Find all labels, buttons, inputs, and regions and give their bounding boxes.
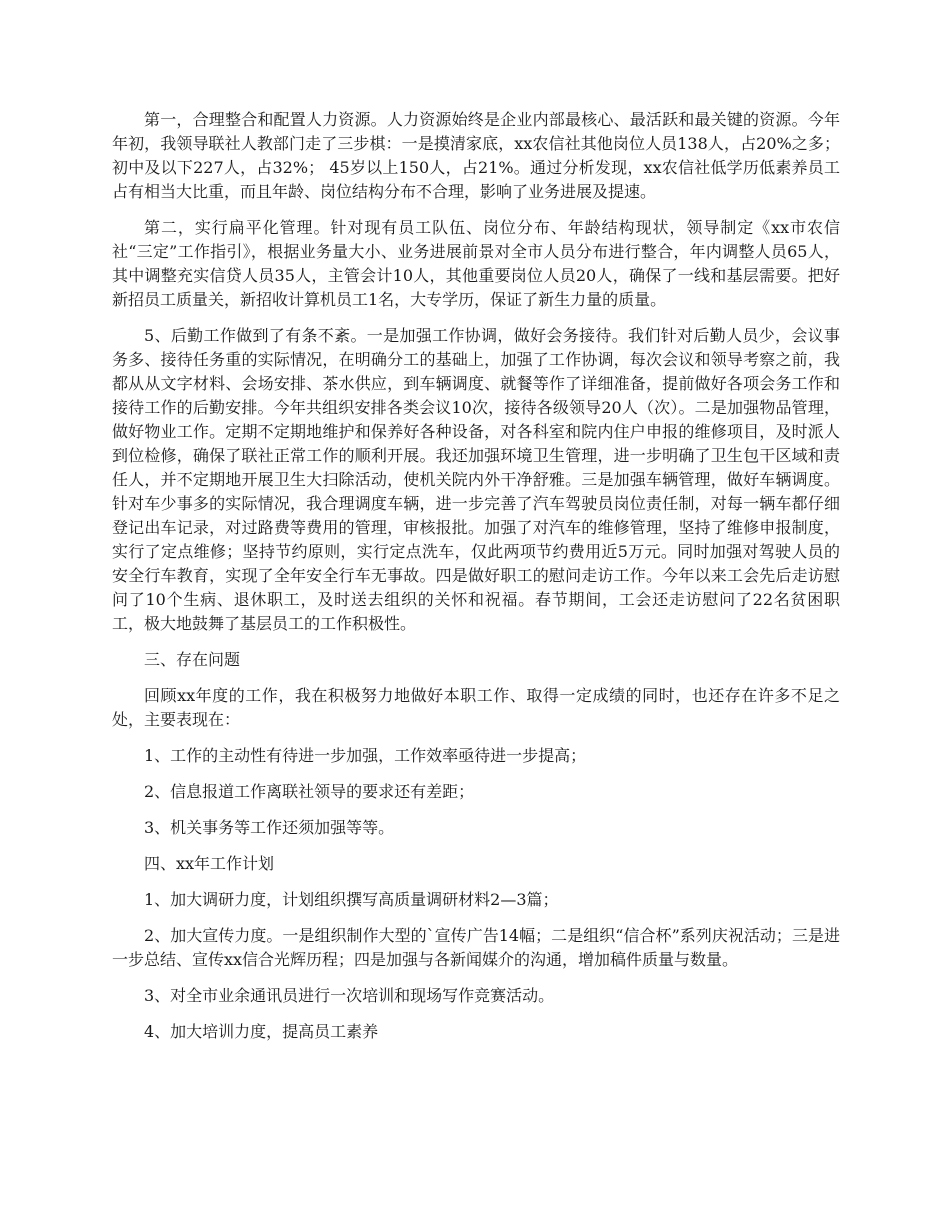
list-item-problem-1: 1、工作的主动性有待进一步加强，工作效率亟待进一步提高； <box>144 746 587 765</box>
paragraph-logistics-work: 5、后勤工作做到了有条不紊。一是加强工作协调，做好会务接待。我们针对后勤人员少，会议事务多、接待任务重的实际情况，在明确分工的基础上，加强了工作协调，每次会议和领导考察之前，我都从从文字材料、会场安排、茶水供应，到车辆调度、就餐等作了详细准备，提前做好各项会务工作和接待工作的后勤安排。今年共组织安排各类会议10次，接待各级领导20人（次）。二是加强物品管理，做好物业工作。定期不定期地维护和保养好各种设备，对各科室和院内住户申报的维修项目，及时派人到位检修，确保了联社正常工作的顺利开展。我还加强环境卫生管理，进一步明确了卫生包干区域和责任人，并不定期地开展卫生大扫除活动，使机关院内外干净舒雅。三是加强车辆管理，做好车辆调度。针对车少事多的实际情况，我合理调度车辆，进一步完善了汽车驾驶员岗位责任制，对每一辆车都仔细登记出车记录，对过路费等费用的管理，审核报批。加强了对汽车的维修管理，坚持了维修申报制度，实行了定点维修；坚持节约原则，实行定点洗车，仅此两项节约费用近5万元。同时加强对驾驶人员的安全行车教育，实现了全年安全行车无事故。四是做好职工的慰问走访工作。今年以来工会先后走访慰问了10个生病、退休职工，及时送去组织的关怀和祝福。春节期间，工会还走访慰问了22名贫困职工，极大地鼓舞了基层员工的工作积极性。 <box>112 326 840 633</box>
paragraph-review: 回顾xx年度的工作，我在积极努力地做好本职工作、取得一定成绩的同时，也还存在许多不足之处，主要表现在： <box>112 686 840 729</box>
list-item-plan-2: 2、加大宣传力度。一是组织制作大型的`宣传广告14幅；二是组织“信合杯”系列庆祝活动；三是进一步总结、宣传xx信合光辉历程；四是加强与各新闻媒介的沟通，增加稿件质量与数量。 <box>112 926 840 969</box>
list-item-problem-2: 2、信息报道工作离联社领导的要求还有差距； <box>144 782 475 801</box>
paragraph-flat-management: 第二，实行扁平化管理。针对现有员工队伍、岗位分布、年龄结构现状，领导制定《xx市农信社“三定”工作指引》，根据业务量大小、业务进展前景对全市人员分布进行整合，年内调整人员65人，其中调整充实信贷人员35人，主管会计10人，其他重要岗位人员20人，确保了一线和基层需要。把好新招员工质量关，新招收计算机员工1名，大专学历，保证了新生力量的质量。 <box>112 218 840 309</box>
section-heading-problems: 三、存在问题 <box>144 650 241 669</box>
section-heading-plan: 四、xx年工作计划 <box>144 854 275 873</box>
list-item-plan-3: 3、对全市业余通讯员进行一次培训和现场写作竞赛活动。 <box>144 986 555 1005</box>
paragraph-hr-integration: 第一，合理整合和配置人力资源。人力资源始终是企业内部最核心、最活跃和最关键的资源。今年年初，我领导联社人教部门走了三步棋：一是摸清家底，xx农信社其他岗位人员138人，占20%之多；初中及以下227人，占32%； 45岁以上150人，占21%。通过分析发现，xx农信社低学历低素养员工占有相当大比重，而且年龄、岗位结构分布不合理，影响了业务进展及提速。 <box>112 110 840 201</box>
list-item-problem-3: 3、机关事务等工作还须加强等等。 <box>144 818 395 837</box>
list-item-plan-1: 1、加大调研力度，计划组织撰写高质量调研材料2—3篇； <box>144 890 559 909</box>
list-item-plan-4: 4、加大培训力度，提高员工素养 <box>144 1022 379 1041</box>
document-page <box>112 108 840 1056</box>
